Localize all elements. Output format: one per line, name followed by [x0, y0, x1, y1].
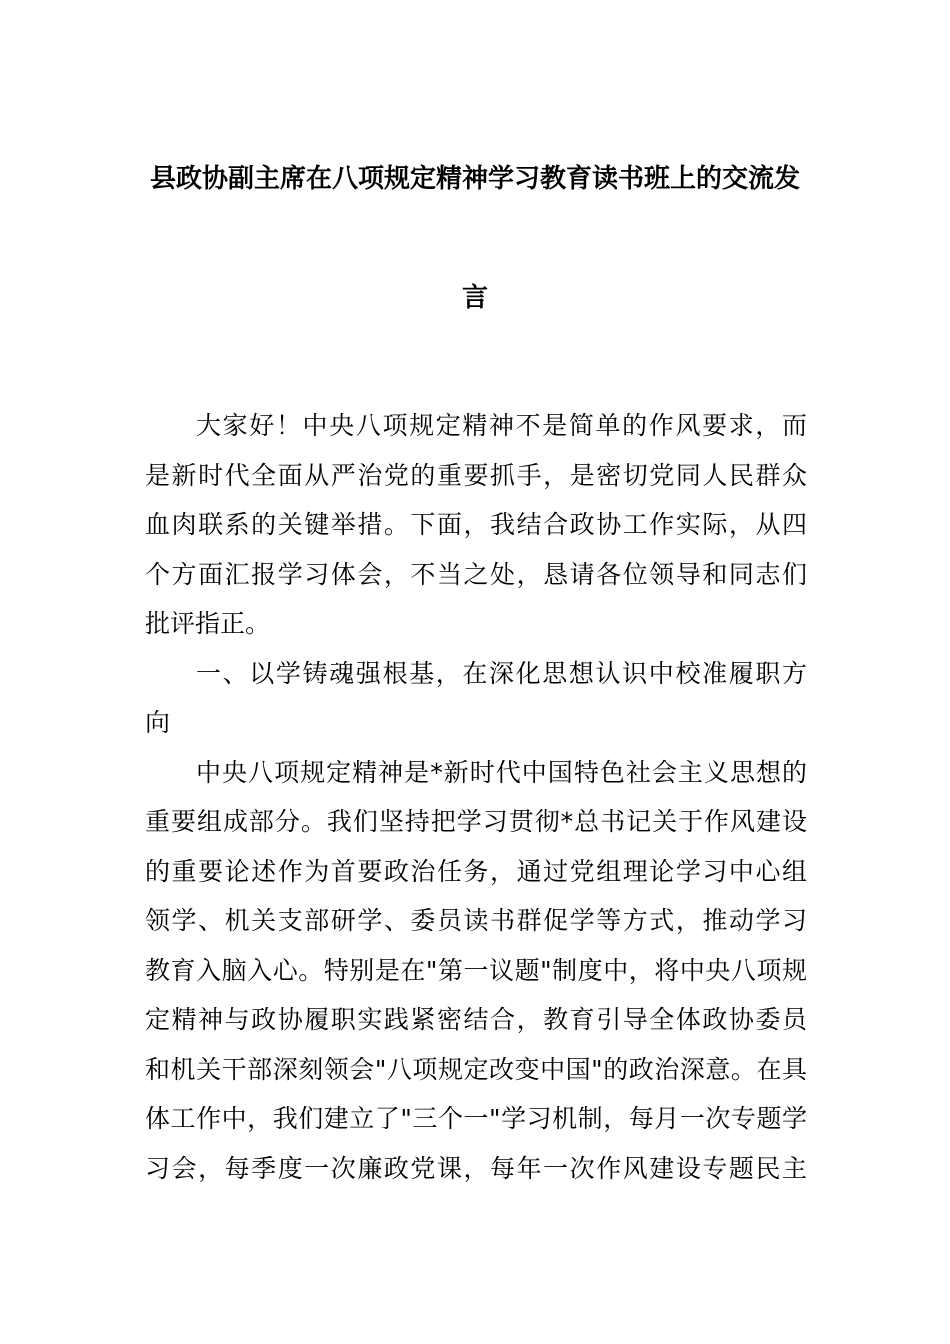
body-line: 习会，每季度一次廉政党课，每年一次作风建设专题民主 — [145, 1153, 807, 1183]
section-heading-line: 向 — [145, 708, 171, 737]
section-heading-line: 一、以学铸魂强根基，在深化思想认识中校准履职方 — [196, 658, 807, 688]
body-line: 定精神与政协履职实践紧密结合，教育引导全体政协委员 — [145, 1005, 807, 1034]
body-line: 中央八项规定精神是*新时代中国特色社会主义思想的 — [196, 757, 807, 787]
document-title-line-2: 言 — [461, 283, 488, 313]
body-line: 和机关干部深刻领会"八项规定改变中国"的政治深意。在具 — [145, 1054, 807, 1084]
body-line: 领学、机关支部研学、委员读书群促学等方式，推动学习 — [145, 906, 807, 935]
body-line: 是新时代全面从严治党的重要抓手，是密切党同人民群众 — [145, 460, 807, 490]
body-line: 个方面汇报学习体会，不当之处，恳请各位领导和同志们 — [145, 559, 807, 589]
body-line: 教育入脑入心。特别是在"第一议题"制度中，将中央八项规 — [145, 955, 807, 985]
document-body — [145, 401, 807, 1193]
document-title-line-1: 县政协副主席在八项规定精神学习教育读书班上的交流发 — [149, 164, 800, 194]
body-line: 大家好！中央八项规定精神不是简单的作风要求，而 — [196, 411, 807, 440]
body-line: 体工作中，我们建立了"三个一"学习机制，每月一次专题学 — [145, 1104, 807, 1133]
body-line: 的重要论述作为首要政治任务，通过党组理论学习中心组 — [145, 856, 807, 886]
body-line: 批评指正。 — [145, 609, 271, 638]
body-line: 血肉联系的关键举措。下面，我结合政协工作实际，从四 — [145, 510, 807, 539]
body-line: 重要组成部分。我们坚持把学习贯彻*总书记关于作风建设 — [145, 807, 807, 836]
